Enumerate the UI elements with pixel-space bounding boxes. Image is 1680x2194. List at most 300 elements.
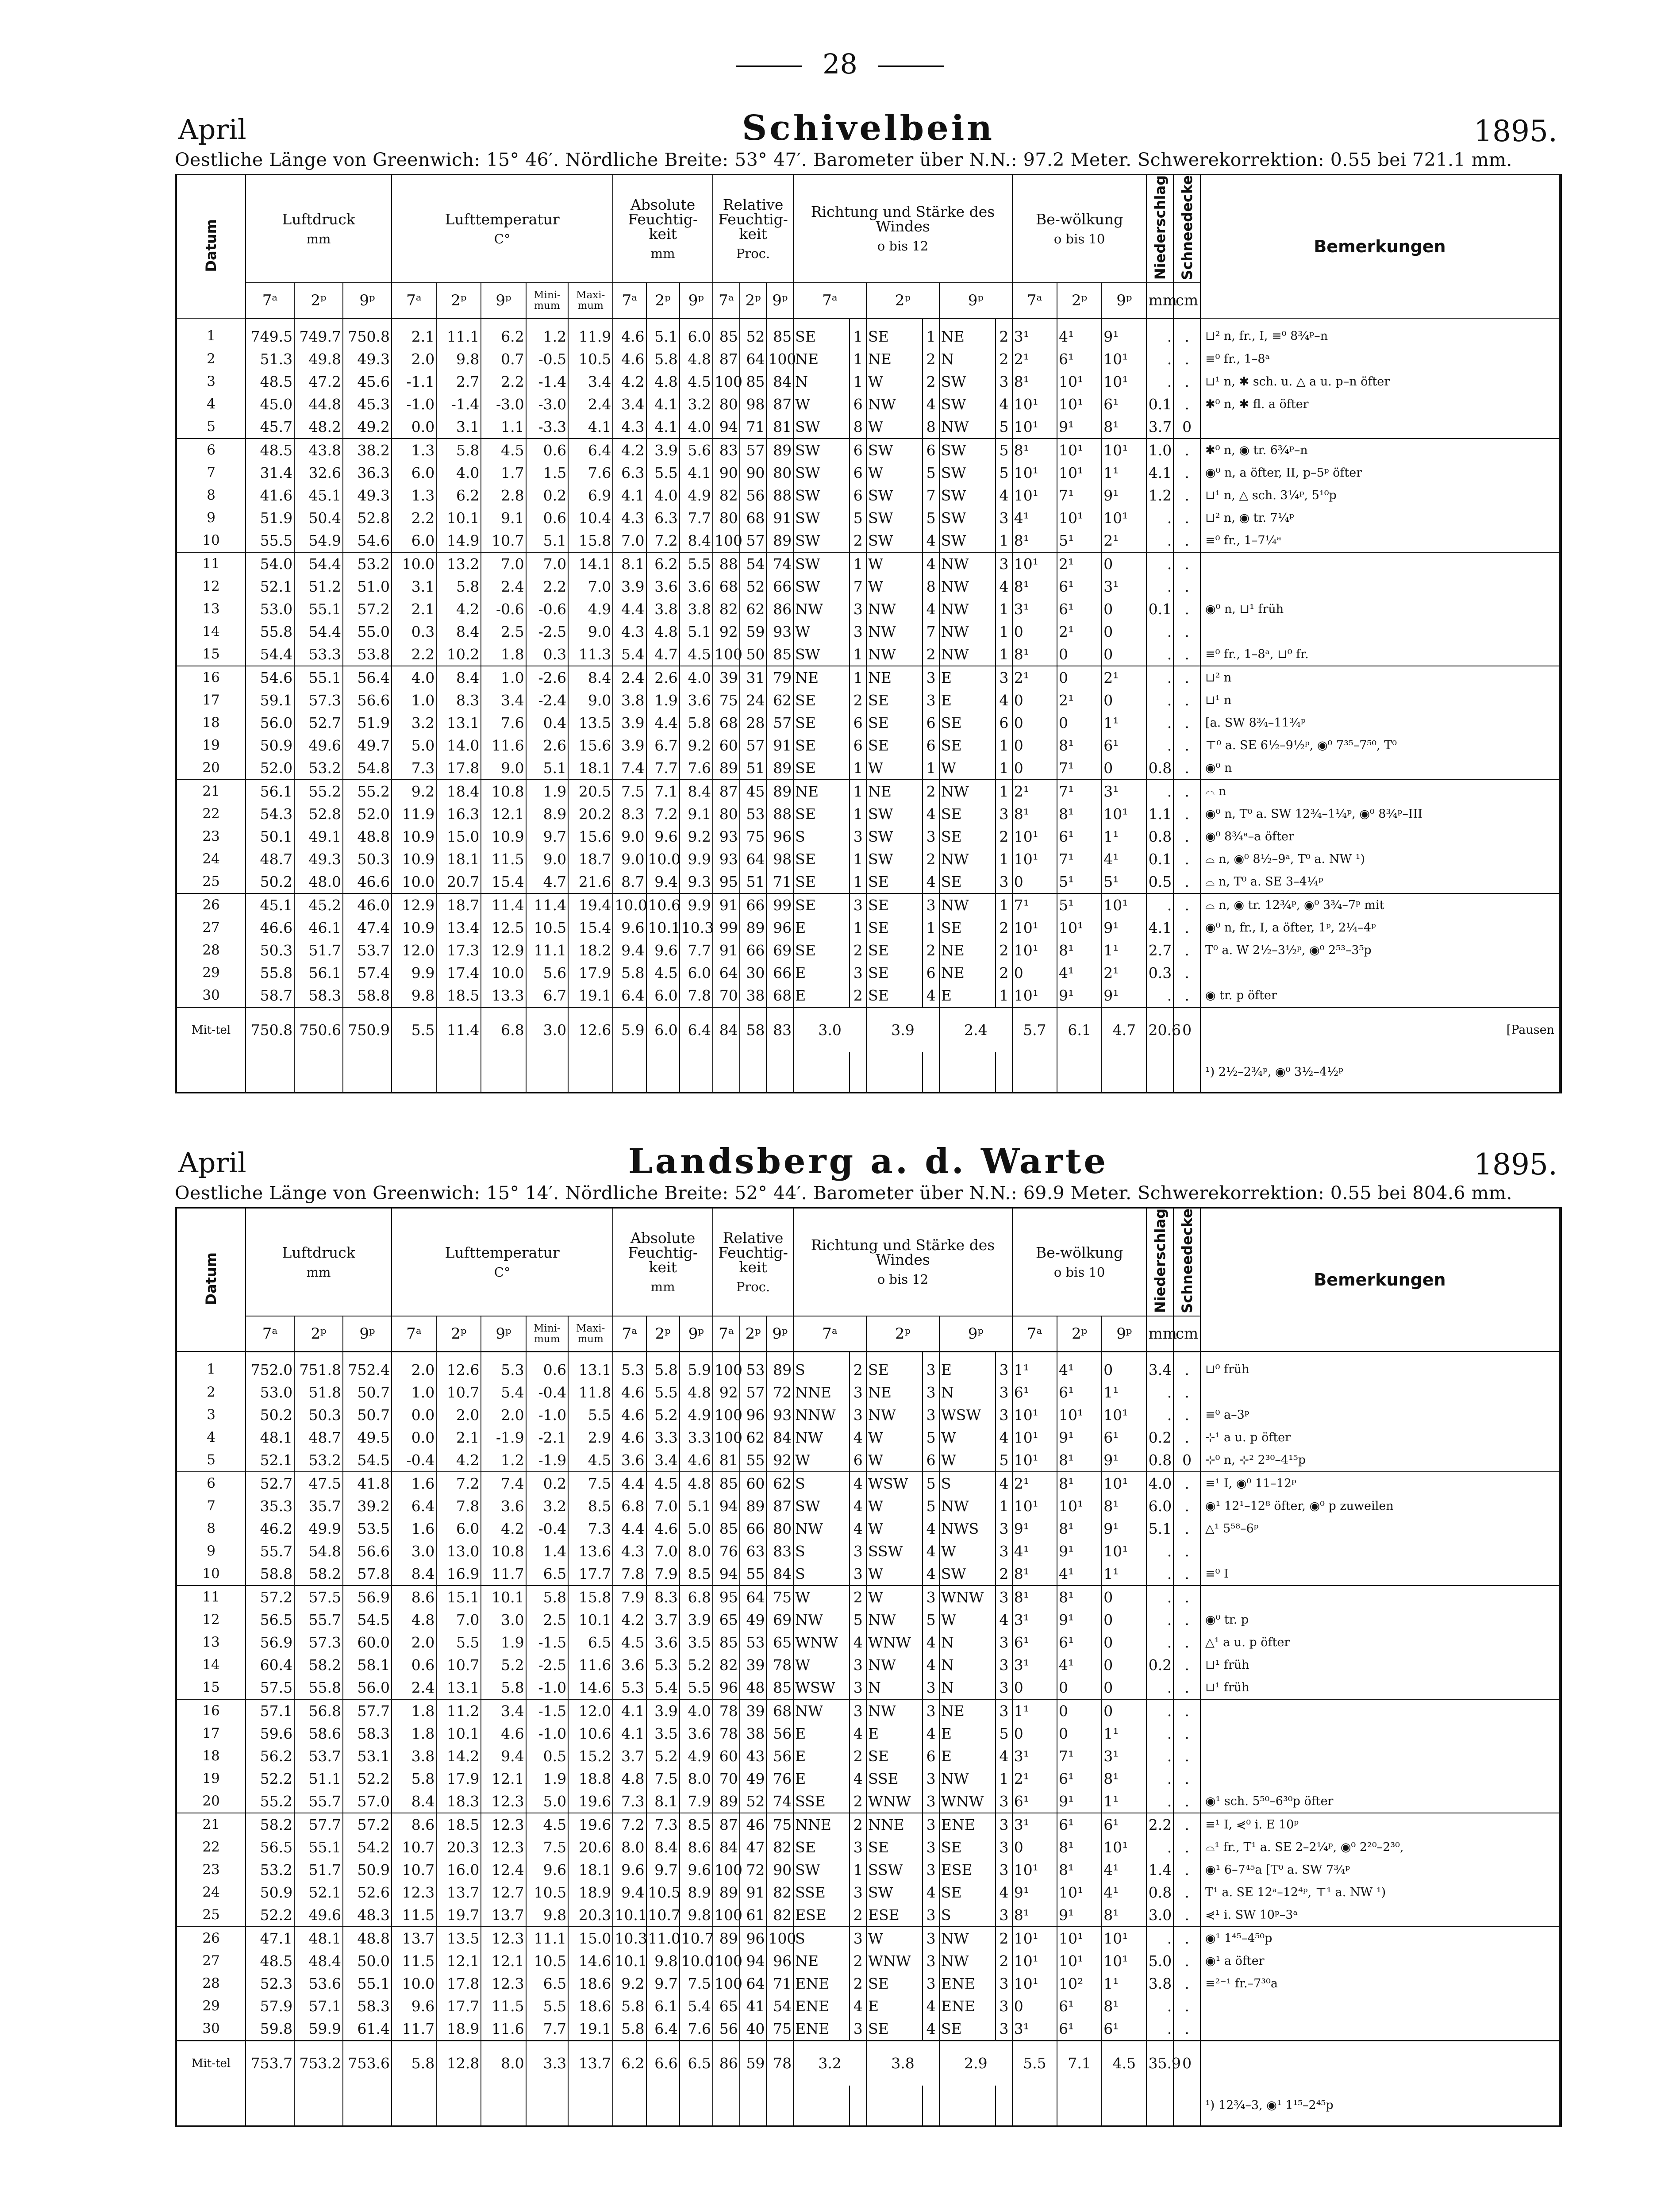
cell-rel-humidity: 93 [766, 1404, 793, 1426]
cell-wind-direction: E [939, 1351, 996, 1381]
cell-cloud: 4¹ [1057, 1654, 1102, 1676]
cell-precipitation: . [1146, 529, 1173, 552]
cell-day: 27 [177, 916, 246, 939]
cell-pressure: 56.0 [246, 712, 294, 734]
cell-wind-force: 1 [850, 552, 866, 575]
cell-wind-direction: SE [866, 916, 923, 939]
subhead-time: 9ᵖ [766, 1316, 793, 1352]
cell-rel-humidity: 93 [713, 825, 740, 848]
cell-temperature: 20.3 [436, 1836, 481, 1859]
cell-pressure: 48.1 [246, 1426, 294, 1449]
cell-day: 17 [177, 1722, 246, 1745]
cell-wind-force: 3 [996, 1790, 1012, 1813]
cell-cloud: 10¹ [1012, 1449, 1057, 1472]
cell-abs-humidity: 5.8 [646, 348, 680, 370]
cell-pressure: 58.1 [343, 1654, 392, 1676]
station-name: Landsberg a. d. Warte [628, 1141, 1109, 1182]
cell-abs-humidity: 9.0 [613, 825, 646, 848]
cell-temperature: 18.1 [436, 848, 481, 870]
cell-temperature: 18.7 [568, 848, 613, 870]
table-row [177, 689, 1559, 712]
cell-temperature: 17.7 [436, 1995, 481, 2017]
cell-rel-humidity: 82 [713, 1654, 740, 1676]
cell-wind-force: 1 [850, 643, 866, 666]
cell-wind-force: 7 [923, 484, 939, 507]
cell-wind-force: 1 [850, 803, 866, 825]
cell-abs-humidity: 6.0 [680, 318, 713, 348]
cell-precipitation: . [1146, 1631, 1173, 1654]
cell-abs-humidity: 6.3 [646, 507, 680, 529]
cell-rel-humidity: 78 [713, 1699, 740, 1722]
col-rel-feuchtigkeit: Relative Feuchtig-keit Proc. [713, 175, 793, 283]
cell-day: 28 [177, 1972, 246, 1995]
cell-day: 12 [177, 1609, 246, 1631]
col-abs-feuchtigkeit: Absolute Feuchtig-keit mm [613, 1209, 713, 1316]
cell-wind-force: 3 [850, 1881, 866, 1904]
cell-wind-force: 3 [996, 1676, 1012, 1699]
cell-temperature: 7.2 [436, 1472, 481, 1495]
cell-pressure: 50.9 [246, 1881, 294, 1904]
cell-abs-humidity: 3.5 [646, 1722, 680, 1745]
cell-pressure: 57.3 [294, 1631, 343, 1654]
cell-snow: . [1173, 1381, 1200, 1404]
cell-temperature: -0.4 [392, 1449, 436, 1472]
cell-cloud: 8¹ [1057, 1836, 1102, 1859]
cell-pressure: 53.2 [294, 1449, 343, 1472]
cell-remark: ◉¹ a öfter [1200, 1950, 1559, 1972]
cell-wind-force: 1 [850, 870, 866, 893]
cell-abs-humidity: 6.8 [613, 1495, 646, 1517]
cell-snow: . [1173, 1609, 1200, 1631]
cell-wind-direction: SE [939, 1836, 996, 1859]
cell-wind-force: 2 [850, 529, 866, 552]
cell-remark: ⊤⁰ a. SE 6½–9½ᵖ, ◉⁰ 7³⁵–7⁵⁰, T⁰ [1200, 734, 1559, 757]
cell-pressure: 55.1 [294, 598, 343, 620]
cell-temperature: 6.0 [392, 462, 436, 484]
cell-abs-humidity: 8.0 [680, 1767, 713, 1790]
cell-abs-humidity: 4.2 [613, 1609, 646, 1631]
mean-cloud: 7.1 [1057, 2040, 1102, 2086]
station-info: Oestliche Länge von Greenwich: 15° 14′. Nördliche Breite: 52° 44′. Barometer über N.N.: 69.9 Meter. Schwerekorrektion: 0.55 bei 804.6 mm. [175, 1182, 1512, 1204]
cell-temperature: 0.0 [392, 416, 436, 439]
cell-pressure: 751.8 [294, 1351, 343, 1381]
cell-temperature: 9.8 [526, 1904, 568, 1927]
cell-wind-direction: ENE [793, 1972, 850, 1995]
cell-pressure: 36.3 [343, 462, 392, 484]
cell-temperature: 5.4 [481, 1381, 526, 1404]
cell-remark: ⊔² n [1200, 666, 1559, 689]
cell-cloud: 1¹ [1102, 939, 1146, 962]
cell-cloud: 8¹ [1057, 803, 1102, 825]
cell-precipitation: 1.4 [1146, 1859, 1173, 1881]
cell-temperature: 4.5 [481, 439, 526, 462]
cell-temperature: 7.7 [526, 2017, 568, 2041]
cell-cloud: 0 [1012, 620, 1057, 643]
cell-cloud: 8¹ [1057, 1449, 1102, 1472]
cell-cloud: 10¹ [1057, 439, 1102, 462]
cell-temperature: 2.4 [481, 575, 526, 598]
cell-pressure: 46.0 [343, 893, 392, 916]
cell-pressure: 50.9 [246, 734, 294, 757]
cell-wind-force: 3 [923, 1813, 939, 1836]
cell-pressure: 51.0 [343, 575, 392, 598]
cell-wind-direction: NW [939, 893, 996, 916]
cell-rel-humidity: 64 [740, 848, 767, 870]
cell-abs-humidity: 5.5 [646, 1381, 680, 1404]
mean-rel-humidity: 78 [766, 2040, 793, 2086]
cell-cloud: 0 [1102, 1609, 1146, 1631]
cell-wind-force: 3 [996, 552, 1012, 575]
cell-wind-direction: W [939, 1540, 996, 1563]
cell-day: 18 [177, 1745, 246, 1767]
cell-wind-direction: SE [866, 1745, 923, 1767]
cell-temperature: 15.6 [568, 825, 613, 848]
cell-wind-direction: NW [793, 1426, 850, 1449]
mean-snow: 0 [1173, 1007, 1200, 1052]
cell-wind-direction: W [866, 757, 923, 780]
cell-rel-humidity: 54 [740, 552, 767, 575]
cell-rel-humidity: 90 [766, 1859, 793, 1881]
cell-day: 23 [177, 1859, 246, 1881]
cell-wind-force: 6 [923, 962, 939, 984]
cell-temperature: 10.1 [436, 507, 481, 529]
cell-abs-humidity: 4.2 [613, 439, 646, 462]
cell-pressure: 53.1 [343, 1745, 392, 1767]
cell-cloud: 0 [1102, 1676, 1146, 1699]
cell-pressure: 47.2 [294, 370, 343, 393]
subhead-time: 7ᵃ [1012, 1316, 1057, 1352]
cell-rel-humidity: 91 [766, 507, 793, 529]
cell-temperature: 1.0 [392, 1381, 436, 1404]
cell-temperature: 11.2 [436, 1699, 481, 1722]
cell-precipitation: . [1146, 1836, 1173, 1859]
cell-temperature: -3.0 [526, 393, 568, 416]
mean-rel-humidity: 86 [713, 2040, 740, 2086]
cell-day: 27 [177, 1950, 246, 1972]
cell-abs-humidity: 4.3 [613, 1540, 646, 1563]
table-row [177, 598, 1559, 620]
cell-wind-direction: W [866, 1517, 923, 1540]
cell-wind-force: 4 [850, 1995, 866, 2017]
cell-wind-direction: ESE [939, 1859, 996, 1881]
cell-pressure: 49.3 [343, 484, 392, 507]
cell-day: 21 [177, 1813, 246, 1836]
cell-wind-direction: S [939, 1904, 996, 1927]
cell-temperature: 18.4 [436, 780, 481, 803]
cell-wind-direction: SW [793, 462, 850, 484]
cell-abs-humidity: 9.6 [613, 1859, 646, 1881]
cell-cloud: 0 [1012, 870, 1057, 893]
cell-wind-force: 2 [850, 984, 866, 1008]
cell-rel-humidity: 65 [713, 1609, 740, 1631]
cell-temperature: 5.0 [526, 1790, 568, 1813]
cell-wind-force: 4 [996, 1472, 1012, 1495]
cell-remark: ≡¹ I, ⋞⁰ i. E 10ᵖ [1200, 1813, 1559, 1836]
table-row [177, 462, 1559, 484]
cell-day: 3 [177, 1404, 246, 1426]
cell-temperature: 5.8 [392, 1767, 436, 1790]
cell-wind-direction: SW [793, 552, 850, 575]
cell-wind-force: 3 [923, 1904, 939, 1927]
cell-abs-humidity: 3.9 [613, 575, 646, 598]
cell-abs-humidity: 6.2 [646, 552, 680, 575]
cell-temperature: 10.7 [392, 1859, 436, 1881]
cell-temperature: 5.0 [392, 734, 436, 757]
cell-wind-direction: NNE [866, 1813, 923, 1836]
cell-wind-force: 5 [850, 507, 866, 529]
cell-rel-humidity: 100 [713, 1404, 740, 1426]
cell-wind-direction: SE [793, 893, 850, 916]
cell-temperature: 5.8 [436, 439, 481, 462]
cell-abs-humidity: 10.1 [613, 1950, 646, 1972]
cell-cloud: 8¹ [1057, 1517, 1102, 1540]
cell-pressure: 57.2 [246, 1586, 294, 1609]
cell-cloud: 0 [1102, 620, 1146, 643]
cell-cloud: 5¹ [1057, 893, 1102, 916]
cell-abs-humidity: 7.5 [646, 1767, 680, 1790]
cell-day: 11 [177, 1586, 246, 1609]
cell-precipitation: 1.1 [1146, 803, 1173, 825]
cell-abs-humidity: 3.3 [680, 1426, 713, 1449]
cell-pressure: 55.2 [343, 780, 392, 803]
cell-pressure: 55.1 [294, 1836, 343, 1859]
cell-snow: . [1173, 1517, 1200, 1540]
cell-wind-force: 2 [850, 1745, 866, 1767]
cell-day: 19 [177, 734, 246, 757]
cell-precipitation: 6.0 [1146, 1495, 1173, 1517]
cell-pressure: 45.1 [294, 484, 343, 507]
cell-temperature: 18.9 [568, 1881, 613, 1904]
cell-abs-humidity: 4.5 [646, 962, 680, 984]
mean-pressure: 753.2 [294, 2040, 343, 2086]
cell-cloud: 9¹ [1057, 416, 1102, 439]
cell-temperature: 17.3 [436, 939, 481, 962]
cell-wind-force: 1 [996, 893, 1012, 916]
cell-wind-force: 3 [996, 1540, 1012, 1563]
cell-pressure: 55.2 [294, 780, 343, 803]
cell-cloud: 8¹ [1102, 1995, 1146, 2017]
cell-abs-humidity: 5.4 [613, 643, 646, 666]
cell-temperature: 18.7 [436, 893, 481, 916]
cell-pressure: 55.0 [343, 620, 392, 643]
cell-abs-humidity: 6.7 [646, 734, 680, 757]
cell-abs-humidity: 5.1 [680, 620, 713, 643]
cell-pressure: 49.3 [294, 848, 343, 870]
cell-abs-humidity: 4.6 [680, 1449, 713, 1472]
cell-wind-force: 1 [850, 348, 866, 370]
cell-snow: . [1173, 757, 1200, 780]
cell-abs-humidity: 7.2 [646, 529, 680, 552]
cell-temperature: 2.6 [526, 734, 568, 757]
cell-rel-humidity: 64 [713, 962, 740, 984]
cell-day: 30 [177, 984, 246, 1008]
cell-temperature: 19.4 [568, 893, 613, 916]
cell-abs-humidity: 6.8 [680, 1586, 713, 1609]
cell-wind-force: 4 [923, 870, 939, 893]
table-row [177, 1631, 1559, 1654]
col-lufttemperatur: Lufttemperatur C° [392, 175, 613, 283]
cell-wind-direction: NW [866, 1609, 923, 1631]
cell-rel-humidity: 87 [766, 393, 793, 416]
cell-wind-direction: SE [793, 939, 850, 962]
cell-precipitation: . [1146, 734, 1173, 757]
cell-wind-force: 1 [923, 916, 939, 939]
cell-wind-force: 1 [996, 1495, 1012, 1517]
cell-wind-direction: SW [793, 1495, 850, 1517]
cell-wind-direction: SW [793, 575, 850, 598]
cell-snow: . [1173, 1722, 1200, 1745]
cell-temperature: 11.6 [481, 734, 526, 757]
subhead-time: 2ᵖ [866, 283, 939, 319]
cell-rel-humidity: 76 [713, 1540, 740, 1563]
subhead-time: 9ᵖ [680, 283, 713, 319]
cell-rel-humidity: 30 [740, 962, 767, 984]
cell-wind-direction: NE [866, 1381, 923, 1404]
cell-pressure: 57.3 [294, 689, 343, 712]
cell-snow: . [1173, 1950, 1200, 1972]
cell-cloud: 6¹ [1057, 348, 1102, 370]
cell-wind-force: 7 [850, 575, 866, 598]
cell-snow: . [1173, 939, 1200, 962]
cell-rel-humidity: 91 [766, 734, 793, 757]
month: April [178, 1147, 246, 1179]
cell-abs-humidity: 3.9 [613, 734, 646, 757]
cell-wind-force: 2 [996, 825, 1012, 848]
cell-pressure: 48.4 [294, 1950, 343, 1972]
cell-temperature: 15.6 [568, 734, 613, 757]
cell-wind-direction: SE [793, 689, 850, 712]
cell-wind-direction: NW [866, 620, 923, 643]
cell-wind-direction: WNW [866, 1631, 923, 1654]
cell-rel-humidity: 93 [713, 848, 740, 870]
cell-rel-humidity: 62 [740, 598, 767, 620]
cell-wind-direction: NE [939, 318, 996, 348]
cell-abs-humidity: 4.1 [613, 1722, 646, 1745]
cell-cloud: 8¹ [1012, 643, 1057, 666]
cell-cloud: 10¹ [1012, 1404, 1057, 1426]
cell-wind-force: 2 [996, 1950, 1012, 1972]
cell-wind-force: 6 [996, 712, 1012, 734]
cell-wind-force: 3 [923, 1836, 939, 1859]
cell-precipitation: 3.8 [1146, 1972, 1173, 1995]
table-row [177, 643, 1559, 666]
cell-abs-humidity: 3.9 [680, 1609, 713, 1631]
cell-remark [1200, 1586, 1559, 1609]
mean-temperature: 8.0 [481, 2040, 526, 2086]
cell-rel-humidity: 65 [766, 1631, 793, 1654]
cell-wind-force: 5 [923, 1609, 939, 1631]
cell-wind-force: 3 [996, 1813, 1012, 1836]
cell-rel-humidity: 99 [713, 916, 740, 939]
cell-pressure: 55.7 [294, 1790, 343, 1813]
cell-pressure: 51.8 [294, 1381, 343, 1404]
cell-snow: . [1173, 848, 1200, 870]
cell-abs-humidity: 9.6 [613, 916, 646, 939]
cell-snow: . [1173, 666, 1200, 689]
cell-rel-humidity: 75 [713, 689, 740, 712]
cell-cloud: 8¹ [1057, 734, 1102, 757]
cell-rel-humidity: 60 [740, 1472, 767, 1495]
cell-wind-force: 3 [850, 1404, 866, 1426]
cell-temperature: 14.1 [568, 552, 613, 575]
cell-remark [1200, 416, 1559, 439]
cell-wind-direction: SE [866, 1972, 923, 1995]
cell-wind-direction: NW [939, 1767, 996, 1790]
weather-table [176, 1209, 1559, 2125]
cell-abs-humidity: 5.8 [646, 1351, 680, 1381]
cell-rel-humidity: 85 [713, 1472, 740, 1495]
col-rel-feuchtigkeit: Relative Feuchtig-keit Proc. [713, 1209, 793, 1316]
subhead-time: 9ᵖ [1102, 1316, 1146, 1352]
cell-wind-force: 8 [850, 416, 866, 439]
cell-temperature: 10.1 [481, 1586, 526, 1609]
cell-cloud: 10¹ [1102, 507, 1146, 529]
cell-cloud: 0 [1057, 666, 1102, 689]
cell-wind-direction: SW [866, 848, 923, 870]
col-lufttemperatur: Lufttemperatur C° [392, 1209, 613, 1316]
cell-cloud: 9¹ [1102, 484, 1146, 507]
cell-wind-direction: ENE [939, 1972, 996, 1995]
cell-wind-direction: S [793, 1563, 850, 1586]
cell-precipitation: 0.3 [1146, 962, 1173, 984]
cell-temperature: 15.0 [436, 825, 481, 848]
cell-abs-humidity: 4.6 [613, 318, 646, 348]
cell-temperature: 1.7 [481, 462, 526, 484]
cell-cloud: 2¹ [1012, 666, 1057, 689]
col-schneedecke: Schneedecke [1173, 1209, 1200, 1316]
cell-cloud: 6¹ [1057, 2017, 1102, 2041]
cell-wind-direction: E [939, 666, 996, 689]
cell-rel-humidity: 53 [740, 803, 767, 825]
cell-abs-humidity: 9.1 [680, 803, 713, 825]
cell-cloud: 10¹ [1102, 348, 1146, 370]
cell-wind-force: 4 [923, 1722, 939, 1745]
cell-wind-direction: SE [793, 757, 850, 780]
cell-pressure: 48.0 [294, 870, 343, 893]
cell-cloud: 0 [1012, 689, 1057, 712]
cell-pressure: 52.1 [246, 575, 294, 598]
cell-abs-humidity: 7.9 [613, 1586, 646, 1609]
cell-cloud: 0 [1012, 1995, 1057, 2017]
cell-precipitation: . [1146, 1563, 1173, 1586]
cell-remark: ◉⁰ n, a öfter, II, p–5ᵖ öfter [1200, 462, 1559, 484]
cell-wind-force: 4 [850, 1517, 866, 1540]
cell-wind-direction: W [866, 1586, 923, 1609]
cell-precipitation: 3.7 [1146, 416, 1173, 439]
cell-temperature: 3.4 [481, 689, 526, 712]
cell-temperature: 2.5 [481, 620, 526, 643]
cell-cloud: 10¹ [1102, 1472, 1146, 1495]
cell-wind-direction: E [866, 1722, 923, 1745]
cell-day: 14 [177, 1654, 246, 1676]
cell-wind-force: 2 [996, 916, 1012, 939]
cell-temperature: 15.0 [568, 1927, 613, 1950]
cell-wind-direction: S [793, 1540, 850, 1563]
cell-precipitation: 1.2 [1146, 484, 1173, 507]
subhead-time: 9ᵖ [680, 1316, 713, 1352]
cell-abs-humidity: 9.2 [680, 734, 713, 757]
cell-wind-force: 5 [996, 1722, 1012, 1745]
cell-remark: ⌓¹ fr., T¹ a. SE 2–2¼ᵖ, ◉⁰ 2²⁰–2³⁰, [1200, 1836, 1559, 1859]
cell-precipitation: . [1146, 780, 1173, 803]
table-row [177, 1995, 1559, 2017]
cell-temperature: 5.8 [481, 1676, 526, 1699]
mean-pressure: 750.6 [294, 1007, 343, 1052]
cell-remark: ≡²⁻¹ fr.–7³⁰a [1200, 1972, 1559, 1995]
cell-cloud: 0 [1102, 1351, 1146, 1381]
cell-temperature: 14.0 [436, 734, 481, 757]
cell-pressure: 57.2 [343, 598, 392, 620]
